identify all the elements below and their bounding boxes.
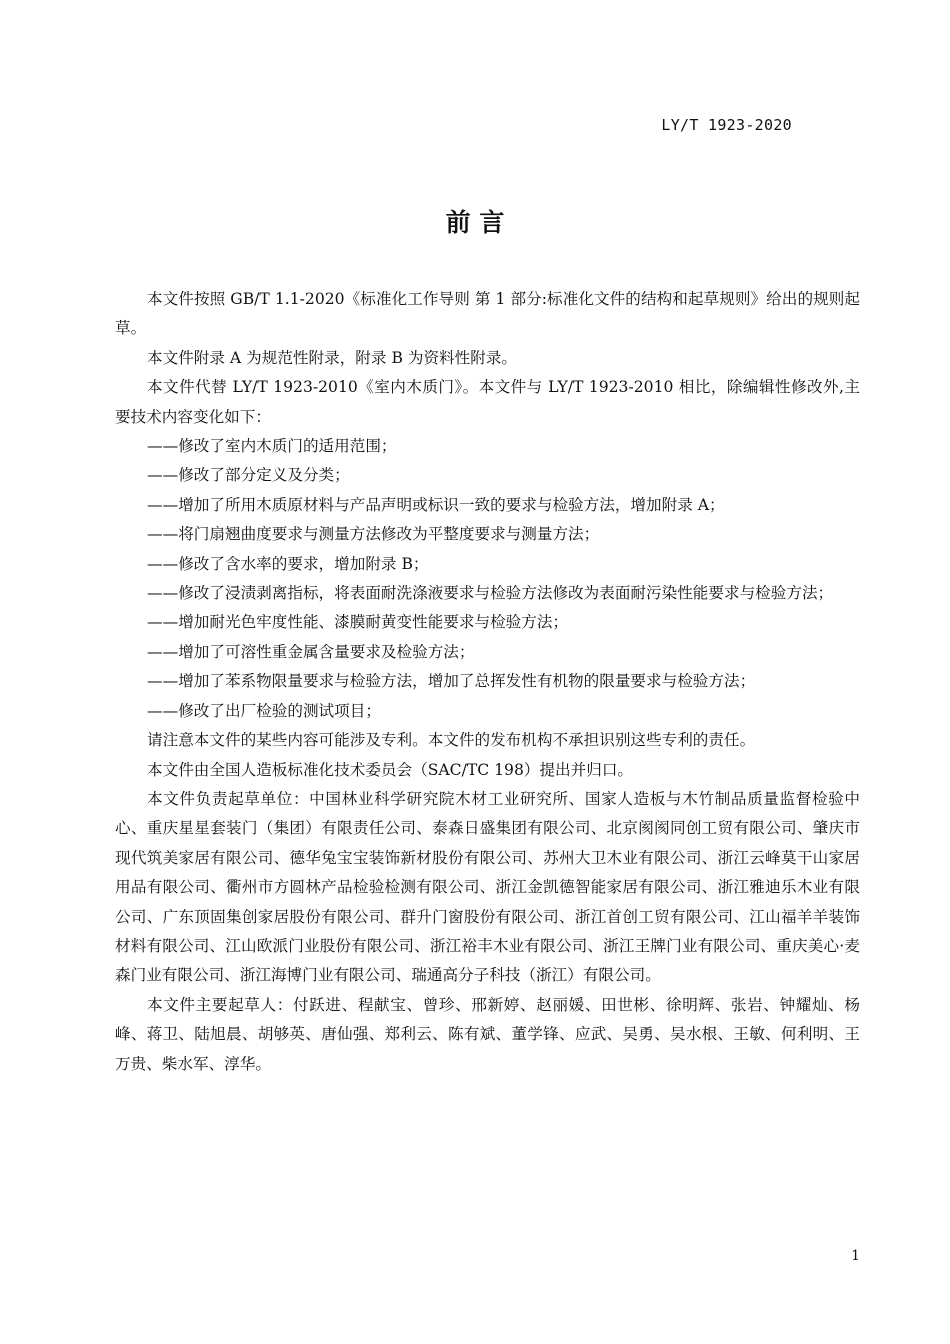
paragraph-annexes: 本文件附录 A 为规范性附录，附录 B 为资料性附录。 xyxy=(147,348,518,367)
change-item: ——修改了部分定义及分类； xyxy=(147,466,350,485)
change-item: ——增加了可溶性重金属含量要求及检验方法； xyxy=(147,642,475,661)
paragraph-drafters: 本文件主要起草人：付跃进、程献宝、曾珍、邢新婷、赵丽媛、田世彬、徐明辉、张岩、钟耀灿、杨峰、蒋卫、陆旭晨、胡够英、唐仙强、郑利云、陈有斌、董学锋、应武、吴勇、吴水根、王敏、何利明、王万贵、柴水军、淳华。 xyxy=(115,995,860,1073)
change-item: ——修改了含水率的要求，增加附录 B； xyxy=(147,554,429,573)
document-body xyxy=(115,285,860,1079)
paragraph-drafting-units: 本文件负责起草单位：中国林业科学研究院木材工业研究所、国家人造板与木竹制品质量监督检验中心、重庆星星套装门（集团）有限责任公司、泰森日盛集团有限公司、北京阂阂同创工贸有限公司、肇庆市现代筑美家居有限公司、德华兔宝宝装饰新材股份有限公司、苏州大卫木业有限公司、浙江云峰莫干山家居用品有限公司、衢州市方圆林产品检验检测有限公司、浙江金凯德智能家居有限公司、浙江雅迪乐木业有限公司、广东顶固集创家居股份有限公司、群升门窗股份有限公司、浙江首创工贸有限公司、江山福羊羊装饰材料有限公司、江山欧派门业股份有限公司、浙江裕丰木业有限公司、浙江王牌门业有限公司、重庆美心·麦森门业有限公司、浙江海博门业有限公司、瑞通高分子科技（浙江）有限公司。 xyxy=(115,789,860,985)
change-item: ——增加耐光色牢度性能、漆膜耐黄变性能要求与检验方法； xyxy=(147,613,569,632)
page-title: 前 言 xyxy=(445,208,505,237)
paragraph-replaces: 本文件代替 LY/T 1923-2010《室内木质门》。本文件与 LY/T 1923-2010 相比，除编辑性修改外,主要技术内容变化如下： xyxy=(115,378,860,426)
change-item: ——增加了所用木质原材料与产品声明或标识一致的要求与检验方法，增加附录 A； xyxy=(147,495,725,514)
paragraph-patent-notice: 请注意本文件的某些内容可能涉及专利。本文件的发布机构不承担识别这些专利的责任。 xyxy=(147,731,756,750)
change-item: ——修改了浸渍剥离指标，将表面耐洗涤液要求与检验方法修改为表面耐污染性能要求与检验方法； xyxy=(147,584,834,603)
change-item: ——增加了苯系物限量要求与检验方法，增加了总挥发性有机物的限量要求与检验方法； xyxy=(147,672,756,691)
change-item: ——将门扇翘曲度要求与测量方法修改为平整度要求与测量方法； xyxy=(147,525,600,544)
paragraph-committee: 本文件由全国人造板标准化技术委员会（SAC/TC 198）提出并归口。 xyxy=(147,760,634,779)
change-item: ——修改了室内木质门的适用范围； xyxy=(147,437,397,456)
page-number: 1 xyxy=(851,1248,860,1264)
standard-code: LY/T 1923-2020 xyxy=(661,116,792,134)
change-item: ——修改了出厂检验的测试项目； xyxy=(147,701,381,720)
paragraph-drafting-rules: 本文件按照 GB/T 1.1-2020《标准化工作导则 第 1 部分:标准化文件的结构和起草规则》给出的规则起草。 xyxy=(115,290,860,338)
